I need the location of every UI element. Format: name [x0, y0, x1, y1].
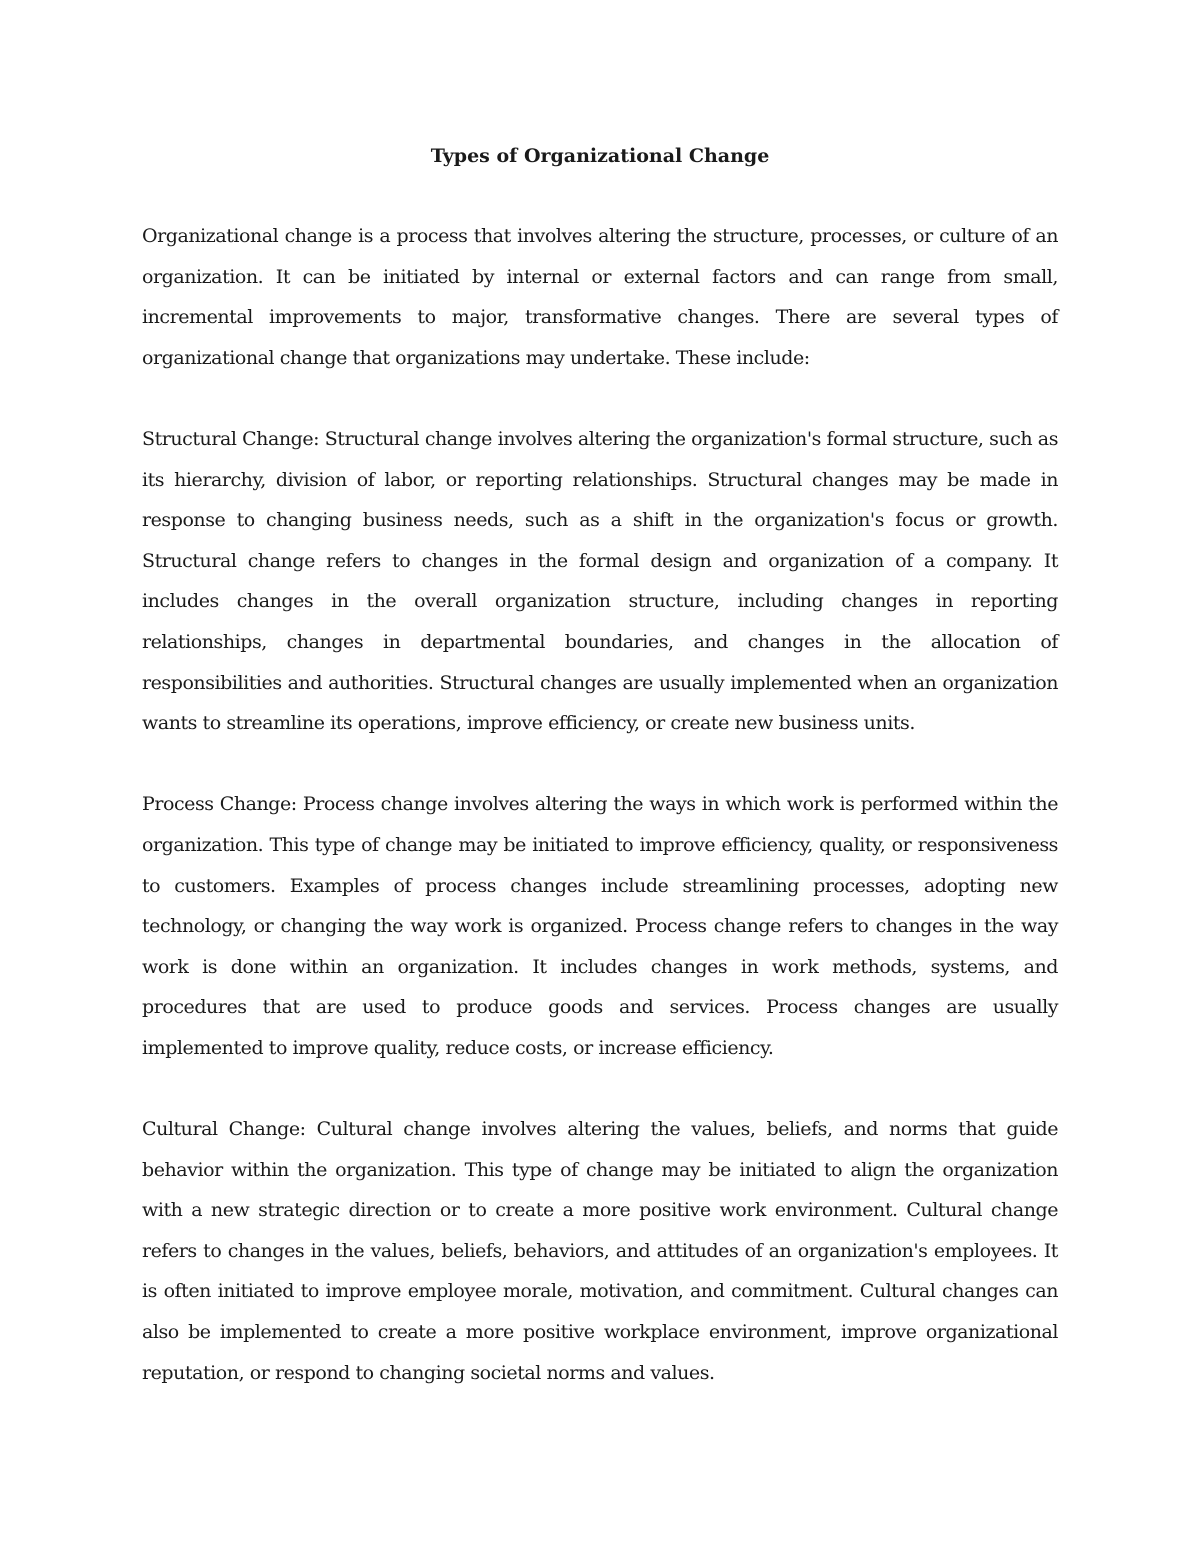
paragraph-structural-change: Structural Change: Structural change involves altering the organization's formal structure, such as its hierarchy, division of labor, or reporting relationships. Structural changes may be made in response to changing business needs, such as a shift in the organization's focus or growth. Structural change refers to changes in the formal design and organization of a company. It includes changes in the overall organization structure, including changes in reporting relationships, changes in departmental boundaries, and changes in the allocation of responsibilities and authorities. Structural changes are usually implemented when an organization wants to streamline its operations, improve efficiency, or create new business units. — [142, 427, 1058, 735]
document-body — [142, 136, 1058, 1393]
paragraph-process-change: Process Change: Process change involves altering the ways in which work is performed within the organization. This type of change may be initiated to improve efficiency, quality, or responsiveness to customers. Examples of process changes include streamlining processes, adopting new technology, or changing the way work is organized. Process change refers to changes in the way work is done within an organization. It includes changes in work methods, systems, and procedures that are used to produce goods and services. Process changes are usually implemented to improve quality, reduce costs, or increase efficiency. — [142, 793, 1058, 1059]
paragraph-cultural-change: Cultural Change: Cultural change involves altering the values, beliefs, and norms that guide behavior within the organization. This type of change may be initiated to align the organization with a new strategic direction or to create a more positive work environment. Cultural change refers to changes in the values, beliefs, behaviors, and attitudes of an organization's employees. It is often initiated to improve employee morale, motivation, and commitment. Cultural changes can also be implemented to create a more positive workplace environment, improve organizational reputation, or respond to changing societal norms and values. — [142, 1118, 1058, 1384]
document-title: Types of Organizational Change — [430, 145, 770, 167]
paragraph-introduction: Organizational change is a process that involves altering the structure, processes, or culture of an organization. It can be initiated by internal or external factors and can range from small, incremental improvements to major, transformative changes. There are several types of organizational change that organizations may undertake. These include: — [142, 225, 1058, 369]
